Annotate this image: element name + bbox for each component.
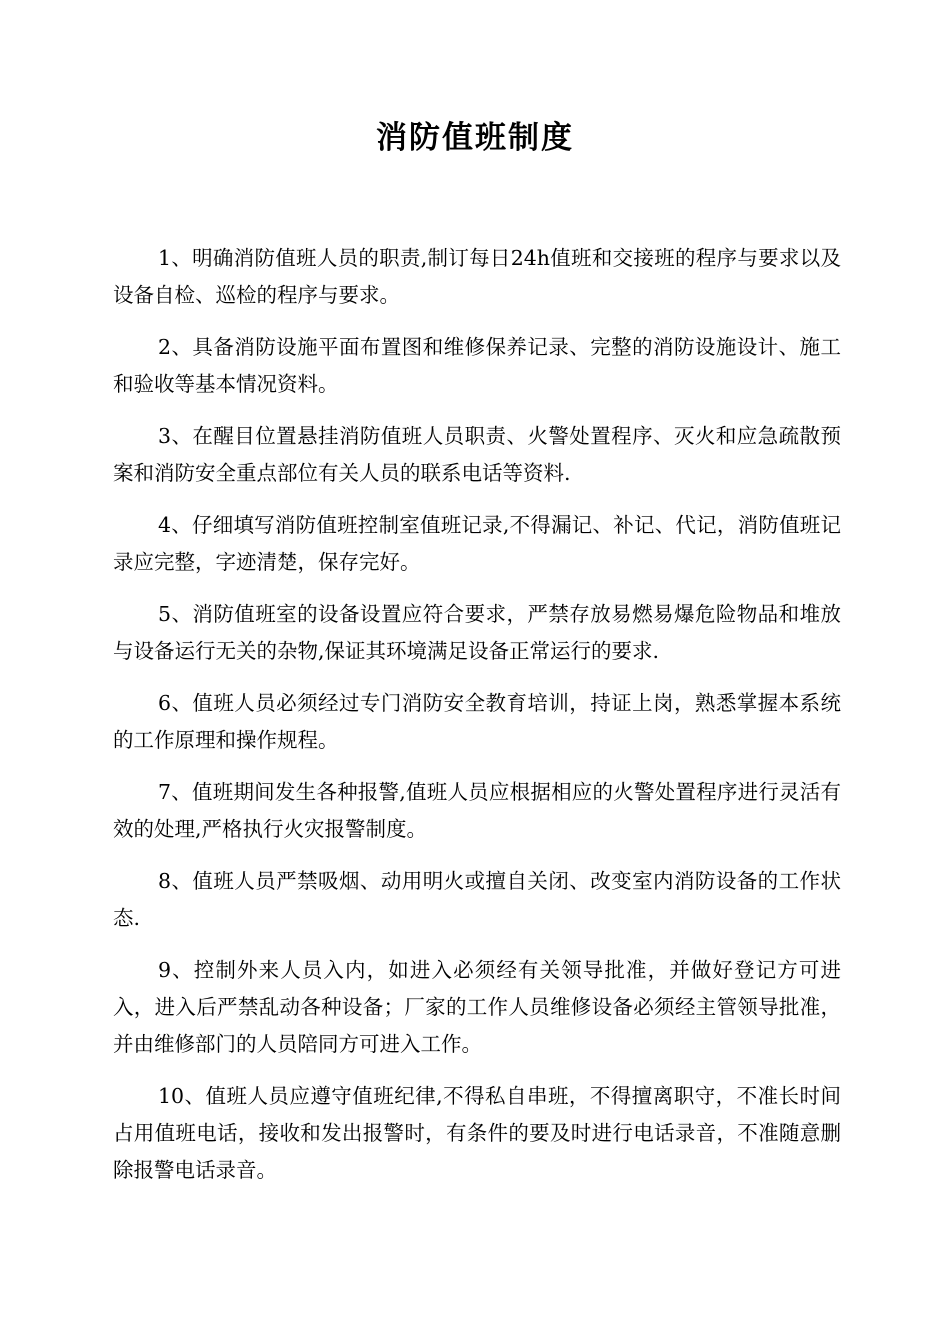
paragraph-5: 5、消防值班室的设备设置应符合要求，严禁存放易燃易爆危险物品和堆放与设备运行无关的杂物,保证其环境满足设备正常运行的要求. (113, 602, 841, 663)
paragraph-1: 1、明确消防值班人员的职责,制订每日24h值班和交接班的程序与要求以及设备自检、巡检的程序与要求。 (113, 246, 841, 307)
paragraph-10: 10、值班人员应遵守值班纪律,不得私自串班，不得擅离职守，不准长时间占用值班电话，接收和发出报警时，有条件的要及时进行电话录音，不准随意删除报警电话录音。 (113, 1084, 841, 1182)
paragraph-6: 6、值班人员必须经过专门消防安全教育培训，持证上岗，熟悉掌握本系统的工作原理和操作规程。 (113, 691, 841, 752)
paragraph-4: 4、仔细填写消防值班控制室值班记录,不得漏记、补记、代记，消防值班记录应完整，字迹清楚，保存完好。 (113, 513, 841, 574)
paragraph-9: 9、控制外来人员入内，如进入必须经有关领导批准，并做好登记方可进入，进入后严禁乱动各种设备；厂家的工作人员维修设备必须经主管领导批准，并由维修部门的人员陪同方可进入工作。 (113, 958, 841, 1056)
document-title: 消防值班制度 (376, 120, 574, 156)
paragraph-3: 3、在醒目位置悬挂消防值班人员职责、火警处置程序、灭火和应急疏散预案和消防安全重点部位有关人员的联系电话等资料. (113, 424, 841, 485)
paragraph-2: 2、具备消防设施平面布置图和维修保养记录、完整的消防设施设计、施工和验收等基本情况资料。 (113, 335, 841, 396)
document-body (113, 240, 841, 1204)
paragraph-7: 7、值班期间发生各种报警,值班人员应根据相应的火警处置程序进行灵活有效的处理,严格执行火灾报警制度。 (113, 780, 841, 841)
paragraph-8: 8、值班人员严禁吸烟、动用明火或擅自关闭、改变室内消防设备的工作状态. (113, 869, 841, 930)
